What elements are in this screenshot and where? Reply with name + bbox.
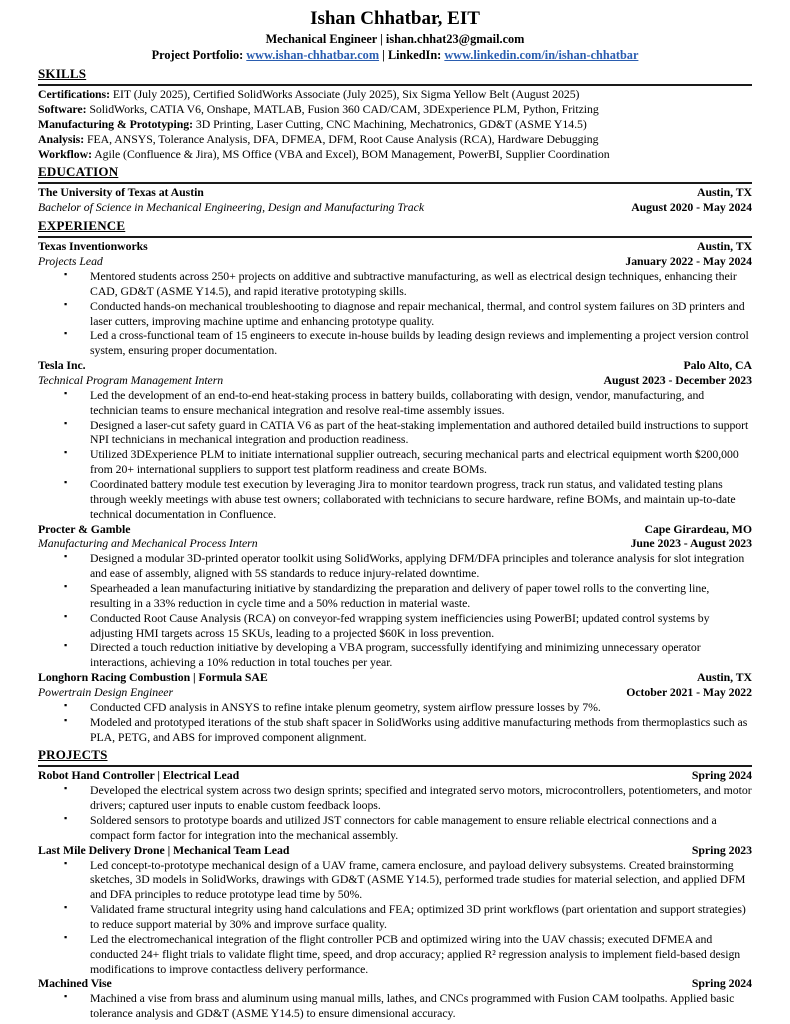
job-dates: January 2022 - May 2024 (625, 254, 752, 269)
project-name: Robot Hand Controller | Electrical Lead (38, 768, 240, 783)
section-heading-education (38, 163, 752, 184)
project-bullets (38, 783, 752, 842)
bullet-item: ▪ Led a cross-functional team of 15 engineers to execute in-house builds by leading design reviews and implementing a project version control system, ensuring proper documentation. (38, 328, 752, 358)
company-name: Tesla Inc. (38, 358, 86, 373)
section-heading-skills (38, 65, 752, 86)
job-bullets (38, 700, 752, 745)
section-title-education: EDUCATION (38, 164, 119, 180)
company-location: Cape Girardeau, MO (644, 521, 752, 536)
skill-row-certifications (38, 87, 752, 102)
project-dates: Spring 2024 (691, 768, 752, 783)
bullet-item: ▪ Spearheaded a lean manufacturing initiative by standardizing the preparation and delivery of paper towel rolls to the converting line, resulting in a 33% reduction in cycle time and a 50% reduction in material waste. (38, 581, 752, 611)
project-name: Last Mile Delivery Drone | Mechanical Team Lead (38, 842, 290, 857)
project-header-robot-hand (38, 768, 752, 783)
company-name: Procter & Gamble (38, 521, 131, 536)
job-dates: August 2023 - December 2023 (603, 372, 752, 387)
links-line (38, 47, 752, 63)
skill-text: Agile (Confluence & Jira), MS Office (VBA and Excel), BOM Management, PowerBI, Supplier Coordination (94, 146, 610, 161)
job-header-procter-gamble (38, 522, 752, 537)
bullet-item: ▪ Designed a laser-cut safety guard in CATIA V6 as part of the heat-staking implementation and authored detailed build instructions to support NPI technicians in mechanical integration and production readiness. (38, 418, 752, 448)
portfolio-label: Project Portfolio: (151, 47, 244, 62)
job-header-texas-inventionworks (38, 239, 752, 254)
bullet-item: ▪ Modeled and prototyped iterations of the stub shaft spacer in SolidWorks using additive manufacturing methods from thermoplastics such as PLA, PETG, and ABS for improved component alignment. (38, 715, 752, 745)
contact-line (38, 31, 752, 47)
bullet-item: ▪ Developed the electrical system across two design sprints; specified and integrated servo motors, microcontrollers, potentiometers, and motor drivers; captured user inputs to enable custom feedback loops. (38, 783, 752, 813)
skill-row-manufacturing (38, 117, 752, 132)
linkedin-label: LinkedIn: (387, 47, 442, 62)
skill-text: FEA, ANSYS, Tolerance Analysis, DFA, DFMEA, DFM, Root Cause Analysis (RCA), Hardware Debugging (87, 131, 599, 146)
company-location: Austin, TX (696, 670, 752, 685)
project-bullets (38, 991, 752, 1021)
job-header-longhorn-racing (38, 670, 752, 685)
bullet-item: ▪ Directed a touch reduction initiative by developing a VBA program, successfully identifying and minimizing unnecessary operator interactions, achieving a 10% reduction in total touches per year. (38, 640, 752, 670)
bullet-item: ▪ Conducted CFD analysis in ANSYS to refine intake plenum geometry, system airflow pressure losses by 7%. (38, 700, 752, 715)
project-name: Machined Vise (38, 976, 112, 991)
school-name: The University of Texas at Austin (38, 185, 204, 200)
education-dates: August 2020 - May 2024 (631, 200, 752, 215)
candidate-role: Mechanical Engineer (265, 31, 378, 46)
bullet-item: ▪ Led the electromechanical integration of the flight controller PCB and optimized wiring into the UAV chassis; executed DFMEA and conducted 24+ flight trials to validate flight time, speed, and drop accuracy; applied R² regression analysis to implement field-based design modifications to improve contactless delivery performance. (38, 932, 752, 977)
skill-label: Manufacturing & Prototyping: (38, 116, 194, 131)
skill-label: Workflow: (38, 146, 92, 161)
job-role-row (38, 536, 752, 551)
bullet-item: ▪ Designed a modular 3D-printed operator toolkit using SolidWorks, applying DFM/DFA principles and tolerance analysis for slot integration and ease of assembly, aligned with 5S standards to reduce injury-related downtime. (38, 551, 752, 581)
job-dates: October 2021 - May 2022 (626, 684, 752, 699)
bullet-item: ▪ Machined a vise from brass and aluminum using manual mills, lathes, and CNCs programmed with Fusion CAM toolpaths. Applied basic tolerance analysis and GD&T (ASME Y14.5) to ensure dimensional accuracy. (38, 991, 752, 1021)
section-heading-experience (38, 217, 752, 238)
bullet-item: ▪ Conducted Root Cause Analysis (RCA) on conveyor-fed wrapping system inefficiencies using PowerBI; updated control systems by adjusting HMI targets across 15 SKUs, leading to a projected $60K in loss prevention. (38, 611, 752, 641)
project-dates: Spring 2024 (691, 976, 752, 991)
job-dates: June 2023 - August 2023 (630, 536, 752, 551)
project-header-machined-vise (38, 976, 752, 991)
job-bullets (38, 551, 752, 670)
linkedin-link[interactable]: www.linkedin.com/in/ishan-chhatbar (444, 47, 639, 62)
bullet-item: ▪ Mentored students across 250+ projects on additive and subtractive manufacturing, as well as electrical design techniques, enhancing their CAD, GD&T (ASME Y14.5), and rapid iterative prototyping skills. (38, 269, 752, 299)
company-name: Texas Inventionworks (38, 239, 148, 254)
bullet-item: ▪ Soldered sensors to prototype boards and utilized JST connectors for cable management to ensure reliable electrical connections and a compact form factor for integration into the mechanical assembly. (38, 813, 752, 843)
skill-text: 3D Printing, Laser Cutting, CNC Machining, Mechatronics, GD&T (ASME Y14.5) (195, 116, 587, 131)
project-dates: Spring 2023 (691, 842, 752, 857)
education-degree-row (38, 200, 752, 215)
skill-text: SolidWorks, CATIA V6, Onshape, MATLAB, Fusion 360 CAD/CAM, 3DExperience PLM, Python, Fritzing (89, 102, 599, 117)
bullet-item: ▪ Coordinated battery module test execution by leveraging Jira to monitor teardown progress, track run status, and validated testing plans through weekly meetings with abuse test owners; collaborated with technicians to secure hardware, refine BOMs, and maintain up-to-date technical documentation in Confluence. (38, 477, 752, 522)
company-name: Longhorn Racing Combustion | Formula SAE (38, 670, 268, 685)
education-entry (38, 185, 752, 200)
degree: Bachelor of Science in Mechanical Engineering, Design and Manufacturing Track (38, 200, 425, 215)
skill-row-software (38, 102, 752, 117)
bullet-item: ▪ Utilized 3DExperience PLM to initiate international supplier outreach, securing mechanical parts and electrical equipment worth $200,000 from 20+ international suppliers to support test platform readiness and create BOMs. (38, 447, 752, 477)
company-location: Palo Alto, CA (683, 358, 752, 373)
section-title-projects: PROJECTS (38, 747, 108, 763)
skill-label: Certifications: (38, 87, 110, 102)
separator: | (382, 47, 385, 62)
section-title-experience: EXPERIENCE (38, 218, 126, 234)
section-title-skills: SKILLS (38, 66, 87, 82)
bullet-item: ▪ Led the development of an end-to-end heat-staking process in battery builds, collaborating with design, vendor, manufacturing, and technician teams to ensure mechanical integration and resolve real-time assembly issues. (38, 388, 752, 418)
job-title: Manufacturing and Mechanical Process Intern (38, 536, 258, 551)
skill-row-workflow (38, 147, 752, 162)
portfolio-link[interactable]: www.ishan-chhatbar.com (246, 47, 380, 62)
job-header-tesla (38, 358, 752, 373)
bullet-item: ▪ Led concept-to-prototype mechanical design of a UAV frame, camera enclosure, and payload delivery subsystems. Created brainstorming sketches, 3D models in SolidWorks, drawings with GD&T (ASME Y14.5), performed trade studies for material selection, and applied DFM and DFA principles to reduce prototype lead time by 50%. (38, 858, 752, 903)
job-role-row (38, 254, 752, 269)
job-role-row (38, 685, 752, 700)
project-header-delivery-drone (38, 843, 752, 858)
job-role-row (38, 373, 752, 388)
skill-text: EIT (July 2025), Certified SolidWorks Associate (July 2025), Six Sigma Yellow Belt (August 2025) (112, 87, 580, 102)
job-bullets (38, 269, 752, 358)
project-bullets (38, 858, 752, 977)
job-title: Powertrain Design Engineer (38, 684, 174, 699)
email: ishan.chhat23@gmail.com (385, 31, 525, 46)
school-location: Austin, TX (696, 185, 752, 200)
job-title: Technical Program Management Intern (38, 372, 224, 387)
bullet-item: ▪ Conducted hands-on mechanical troubleshooting to diagnose and repair mechanical, thermal, and control system failures on 3D printers and laser cutters, improving machine uptime and enhancing prototype quality. (38, 299, 752, 329)
separator: | (380, 31, 383, 46)
job-bullets (38, 388, 752, 522)
skill-label: Software: (38, 102, 87, 117)
skill-label: Analysis: (38, 131, 85, 146)
candidate-name: Ishan Chhatbar, EIT (310, 8, 480, 29)
bullet-item: ▪ Validated frame structural integrity using hand calculations and FEA; optimized 3D print workflows (part orientation and support strategies) to reduce support material by 30% and improve surface quality. (38, 902, 752, 932)
section-heading-projects (38, 746, 752, 767)
resume-header (38, 7, 752, 63)
skill-row-analysis (38, 132, 752, 147)
company-location: Austin, TX (696, 239, 752, 254)
job-title: Projects Lead (38, 254, 103, 269)
